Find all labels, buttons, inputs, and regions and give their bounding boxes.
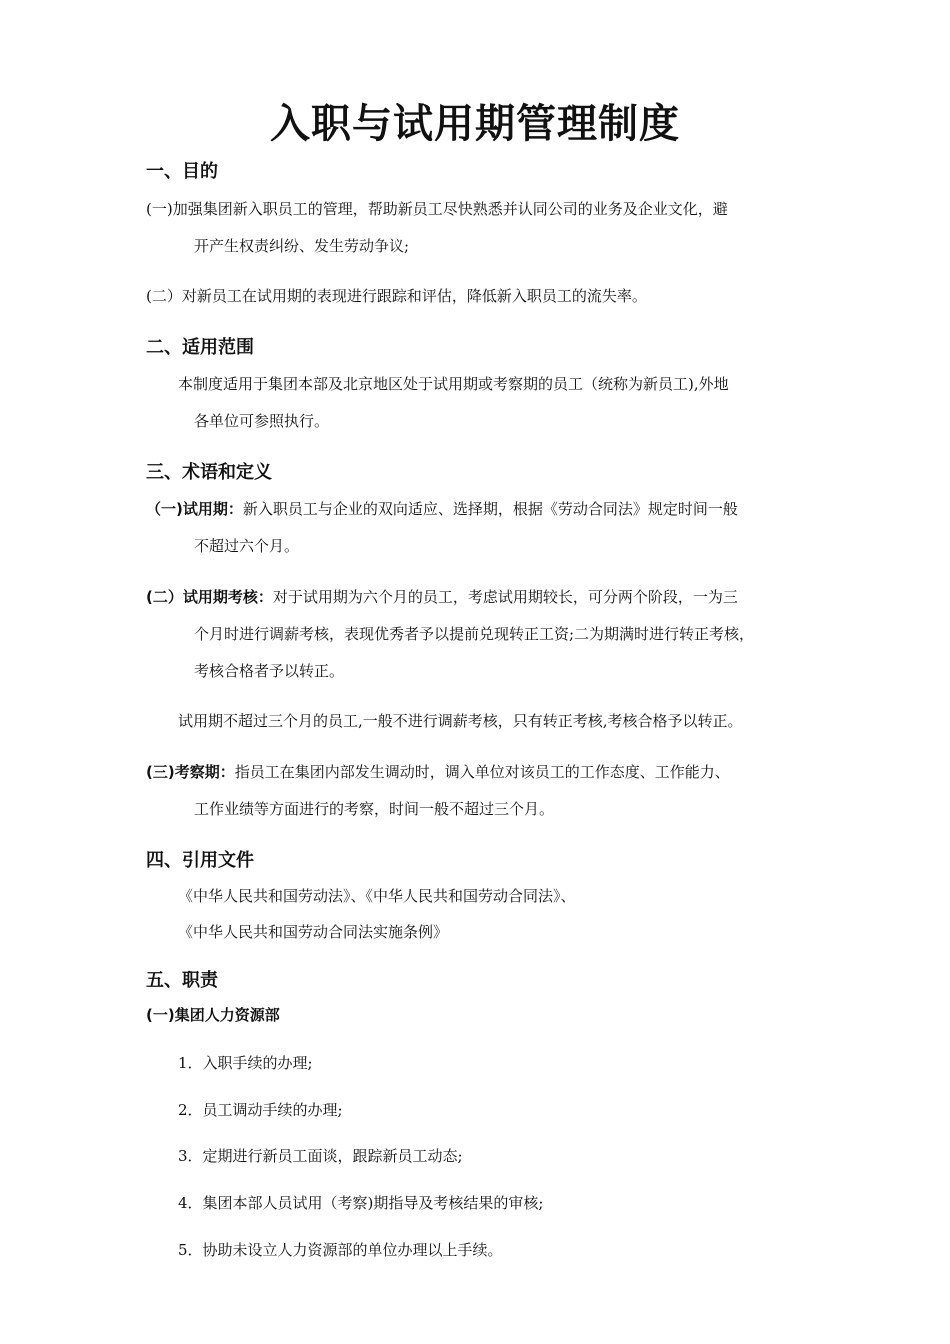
definition-assessment-text: 对于试用期为六个月的员工，考虑试用期较长，可分两个阶段，一为三 [272,588,738,606]
scope-line-1: 本制度适用于集团本部及北京地区处于试用期或考察期的员工（统称为新员工),外地 [178,375,729,393]
definition-assessment-line-2: 个月时进行调薪考核，表现优秀者予以提前兑现转正工资;二为期满时进行转正考核， [194,625,755,643]
purpose-item-1-line-1: (一)加强集团新入职员工的管理，帮助新员工尽快熟悉并认同公司的业务及企业文化，避 [146,200,728,218]
definition-probation-label: （一)试用期： [146,500,243,518]
definition-inspection [146,761,730,783]
definition-probation-text: 新入职员工与企业的双向适应、选择期，根据《劳动合同法》规定时间一般 [242,500,738,518]
list-item: 1．入职手续的办理; [178,1054,313,1072]
list-item: 4．集团本部人员试用（考察)期指导及考核结果的审核; [178,1194,544,1212]
section-heading-definitions: 三、术语和定义 [146,462,272,483]
probation-note: 试用期不超过三个月的员工,一般不进行调薪考核，只有转正考核,考核合格予以转正。 [178,712,743,730]
definition-probation [146,498,738,520]
section-heading-references: 四、引用文件 [146,850,254,871]
section-heading-purpose: 一、目的 [146,161,218,182]
definition-assessment-label: (二）试用期考核： [146,588,273,606]
list-item: 3．定期进行新员工面谈，跟踪新员工动态; [178,1147,463,1165]
definition-assessment-line-3: 考核合格者予以转正。 [194,662,345,680]
section-heading-scope: 二、适用范围 [146,337,254,358]
section-heading-responsibilities: 五、职责 [146,970,218,991]
references-line-1: 《中华人民共和国劳动法》、《中华人民共和国劳动合同法》、 [178,887,576,905]
definition-inspection-text: 指员工在集团内部发生调动时，调入单位对该员工的工作态度、工作能力、 [234,763,730,781]
purpose-item-1-line-2: 开产生权责纠纷、发生劳动争议; [194,237,410,255]
responsibilities-subheading-hr: (一)集团人力资源部 [146,1006,280,1024]
scope-line-2: 各单位可参照执行。 [194,412,330,430]
definition-assessment [146,586,738,608]
definition-probation-line-2: 不超过六个月。 [194,537,300,555]
definition-inspection-line-2: 工作业绩等方面进行的考察，时间一般不超过三个月。 [194,800,555,818]
purpose-item-2: (二）对新员工在试用期的表现进行跟踪和评估，降低新入职员工的流失率。 [146,287,647,305]
list-item: 2．员工调动手续的办理; [178,1101,343,1119]
references-line-2: 《中华人民共和国劳动合同法实施条例》 [178,923,449,941]
document-title: 入职与试用期管理制度 [270,101,680,147]
list-item: 5．协助未设立人力资源部的单位办理以上手续。 [178,1241,503,1259]
definition-inspection-label: (三)考察期： [146,763,235,781]
